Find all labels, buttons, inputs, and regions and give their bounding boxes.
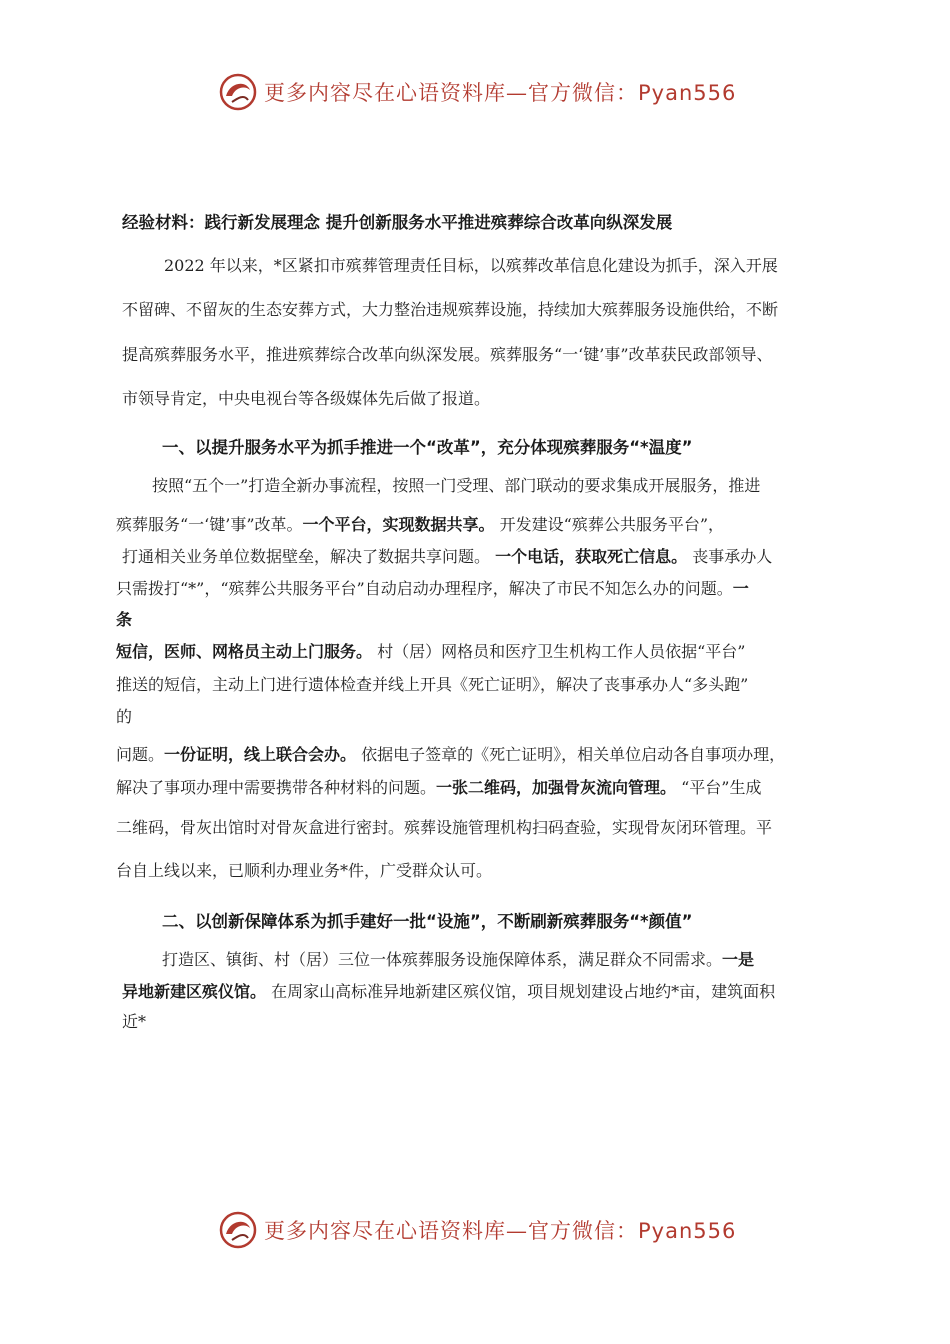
s1-line-6 [116,642,745,662]
intro-line-2: 不留碑、不留灰的生态安葬方式，大力整治违规殡葬设施，持续加大殡葬服务设施供给，不断 [122,300,779,319]
s2-line-1 [162,950,754,970]
section-1-heading: 一、以提升服务水平为抓手推进一个“改革”，充分体现殡葬服务“*温度” [162,438,693,457]
s1-line-4 [116,579,749,599]
s1-point-sms: 短信，医师、网格员主动上门服务。 [116,642,373,661]
s1-line-6-tail: 村（居）网格员和医疗卫生机构工作人员依据“平台” [377,642,746,661]
s1-line-3-text: 打通相关业务单位数据壁垒，解决了数据共享问题。 [122,547,491,566]
header-separator: — [506,81,528,105]
s1-line-4-text: 只需拨打“*”，“殡葬公共服务平台”自动启动办理程序，解决了市民不知怎么办的问题。 [116,579,733,598]
s2-point-funeral-home: 异地新建区殡仪馆。 [122,982,267,1001]
s1-point-qrcode: 一张二维码，加强骨灰流向管理。 [436,778,677,797]
s1-line-1: 按照“五个一”打造全新办事流程，按照一门受理、部门联动的要求集成开展服务，推进 [152,476,761,495]
footer-banner [218,1208,738,1252]
footer-brand: 更多内容尽在心语资料库 [264,1219,506,1243]
footer-separator: — [506,1219,528,1243]
swirl-logo-icon [218,1210,258,1250]
s1-line-9-text: 问题。 [116,745,165,764]
s2-line-1-text: 打造区、镇街、村（居）三位一体殡葬服务设施保障体系，满足群众不同需求。 [162,950,723,969]
swirl-logo-icon [218,72,258,112]
header-brand: 更多内容尽在心语资料库 [264,81,506,105]
intro-line-4: 市领导肯定，中央电视台等各级媒体先后做了报道。 [122,389,491,408]
s1-point-certificate: 一份证明，线上联合会办。 [164,745,357,764]
s1-line-5: 条 [116,610,133,629]
s2-point-one: 一是 [722,950,755,969]
intro-line-3: 提高殡葬服务水平，推进殡葬综合改革向纵深发展。殡葬服务“一‘键’事”改革获民政部领导、 [122,345,773,364]
s1-line-11: 二维码，骨灰出馆时对骨灰盒进行密封。殡葬设施管理机构扫码查验，实现骨灰闭环管理。平 [116,818,773,837]
header-wechat-label: 官方微信： [528,81,638,105]
footer-wechat-label: 官方微信： [528,1219,638,1243]
s1-line-2-tail: 开发建设“殡葬公共服务平台”， [499,515,725,534]
s2-line-2-tail: 在周家山高标准异地新建区殡仪馆，项目规划建设占地约*亩，建筑面积 [271,982,776,1001]
s1-line-3 [122,547,772,567]
s1-line-12: 台自上线以来，已顺利办理业务*件，广受群众认可。 [116,861,493,880]
s1-line-8: 的 [116,707,133,726]
intro-line-1: 2022 年以来，*区紧扣市殡葬管理责任目标，以殡葬改革信息化建设为抓手，深入开展 [164,256,778,275]
s1-line-2-text: 殡葬服务“一‘键’事”改革。 [116,515,303,534]
s1-line-10-tail: “平台”生成 [681,778,762,797]
s1-line-10 [116,778,762,798]
header-wechat-id: Pyan556 [638,81,737,105]
header-text [264,77,736,107]
section-2-heading: 二、以创新保障体系为抓手建好一批“设施”，不断刷新殡葬服务“*颜值” [162,912,693,931]
footer-wechat-id: Pyan556 [638,1219,737,1243]
s1-line-7: 推送的短信，主动上门进行遗体检查并线上开具《死亡证明》，解决了丧事承办人“多头跑” [116,675,749,694]
s1-line-4-bold: 一 [732,579,749,598]
s1-line-9-tail: 依据电子签章的《死亡证明》，相关单位启动各自事项办理， [361,745,786,764]
s1-point-platform: 一个平台，实现数据共享。 [302,515,495,534]
s1-line-10-text: 解决了事项办理中需要携带各种材料的问题。 [116,778,437,797]
s1-line-9 [116,745,785,765]
header-banner [218,70,738,114]
s2-line-3: 近* [122,1012,147,1031]
s1-point-phone: 一个电话，获取死亡信息。 [495,547,688,566]
s2-line-2 [122,982,775,1002]
document-title: 经验材料：践行新发展理念 提升创新服务水平推进殡葬综合改革向纵深发展 [122,213,673,232]
footer-text [264,1215,736,1245]
s1-line-3-tail: 丧事承办人 [692,547,773,566]
s1-line-2 [116,515,724,535]
